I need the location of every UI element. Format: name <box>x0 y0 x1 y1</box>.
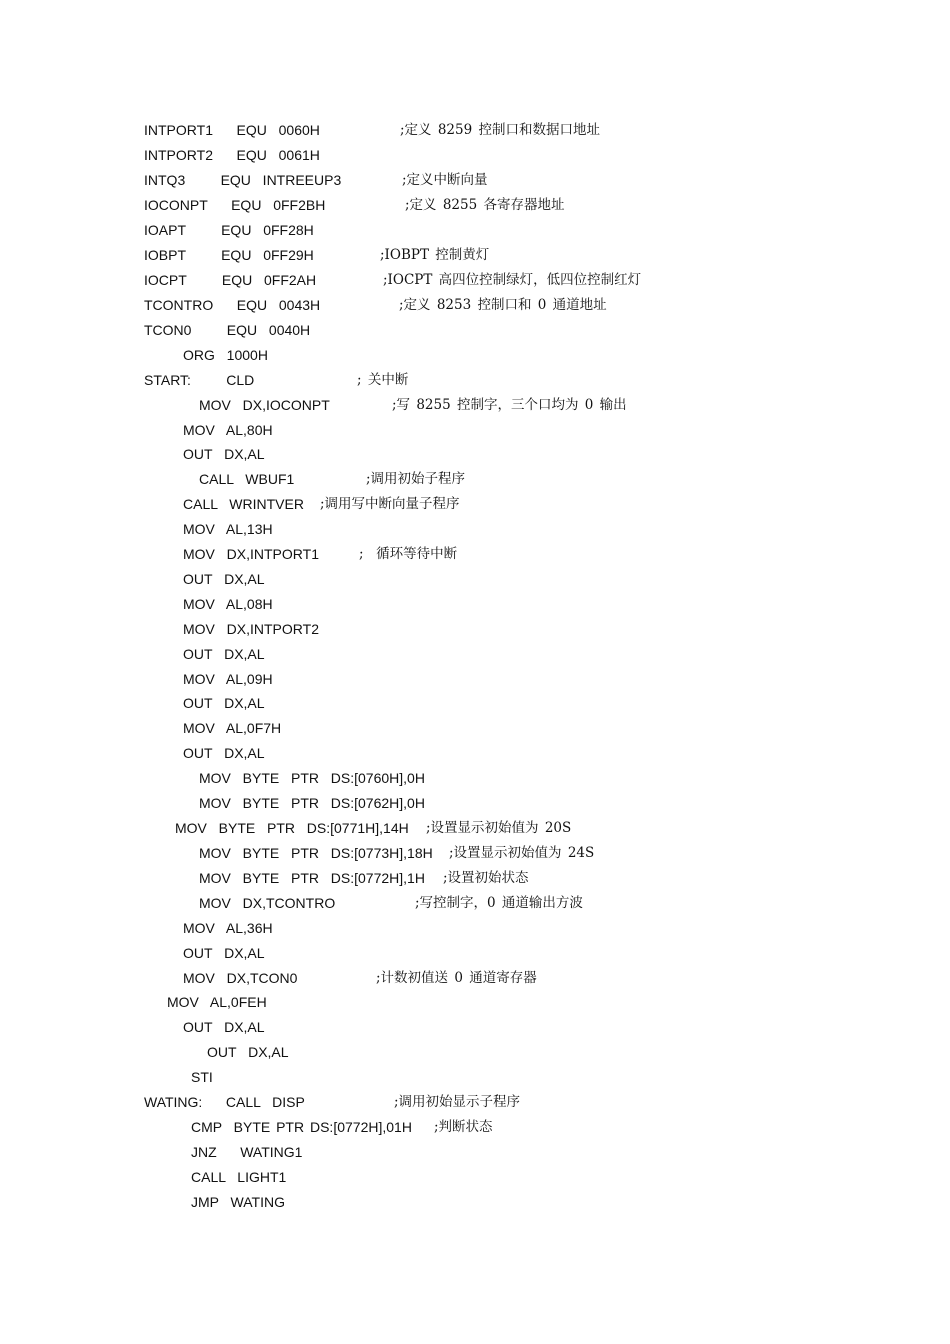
code-line <box>0 1142 950 1162</box>
code-line <box>0 644 950 664</box>
code-instruction: START: CLD <box>144 372 255 388</box>
code-line <box>0 1067 950 1087</box>
code-line <box>0 1167 950 1187</box>
code-line <box>0 270 950 290</box>
code-instruction: MOV DX,INTPORT1 <box>183 546 319 562</box>
code-instruction: MOV AL,80H <box>183 422 273 438</box>
code-instruction: MOV DX,IOCONPT <box>199 397 330 413</box>
code-instruction: MOV BYTE PTR DS:[0773H],18H <box>199 845 433 861</box>
code-line <box>0 519 950 539</box>
code-comment: ;设置初始状态 <box>443 870 529 886</box>
code-instruction: JMP WATING <box>191 1194 285 1210</box>
code-line <box>0 195 950 215</box>
code-instruction: MOV BYTE PTR DS:[0772H],1H <box>199 870 425 886</box>
code-comment: ;计数初值送 0 通道寄存器 <box>376 970 537 986</box>
code-comment: ;IOCPT 高四位控制绿灯，低四位控制红灯 <box>383 272 642 288</box>
code-line <box>0 120 950 140</box>
code-line <box>0 345 950 365</box>
code-line <box>0 320 950 340</box>
code-instruction: IOCPT EQU 0FF2AH <box>144 272 317 288</box>
code-instruction: OUT DX,AL <box>183 945 265 961</box>
code-line <box>0 843 950 863</box>
code-line <box>0 718 950 738</box>
code-instruction: OUT DX,AL <box>207 1044 289 1060</box>
code-line <box>0 395 950 415</box>
code-instruction: OUT DX,AL <box>183 571 265 587</box>
code-comment: ;IOBPT 控制黄灯 <box>380 247 490 263</box>
code-comment: ;写 8255 控制字，三个口均为 0 输出 <box>392 397 627 413</box>
code-instruction: INTPORT2 EQU 0061H <box>144 147 320 163</box>
code-instruction: TCONTRO EQU 0043H <box>144 297 321 313</box>
code-instruction: OUT DX,AL <box>183 745 265 761</box>
code-line <box>0 245 950 265</box>
code-line <box>0 893 950 913</box>
code-instruction: MOV AL,09H <box>183 671 273 687</box>
code-line <box>0 693 950 713</box>
code-line <box>0 619 950 639</box>
code-line <box>0 968 950 988</box>
code-line <box>0 295 950 315</box>
code-instruction: CALL WRINTVER <box>183 496 304 512</box>
code-instruction: MOV BYTE PTR DS:[0760H],0H <box>199 770 425 786</box>
code-comment: ; 循环等待中断 <box>359 546 458 562</box>
code-line <box>0 594 950 614</box>
code-line <box>0 868 950 888</box>
code-comment: ;调用初始显示子程序 <box>394 1094 521 1110</box>
code-instruction: TCON0 EQU 0040H <box>144 322 311 338</box>
code-line <box>0 1117 950 1137</box>
code-instruction: STI <box>191 1069 213 1085</box>
code-instruction: IOAPT EQU 0FF28H <box>144 222 314 238</box>
code-instruction: CMP BYTE PTR DS:[0772H],01H <box>191 1119 412 1135</box>
code-instruction: CALL LIGHT1 <box>191 1169 287 1185</box>
code-instruction: OUT DX,AL <box>183 1019 265 1035</box>
code-comment: ;定义 8255 各寄存器地址 <box>405 197 565 213</box>
code-instruction: OUT DX,AL <box>183 446 265 462</box>
code-line <box>0 768 950 788</box>
code-comment: ;定义 8259 控制口和数据口地址 <box>400 122 600 138</box>
code-instruction: MOV AL,0FEH <box>167 994 267 1010</box>
code-instruction: IOCONPT EQU 0FF2BH <box>144 197 326 213</box>
code-comment: ;设置显示初始值为 20S <box>426 820 572 836</box>
code-instruction: MOV AL,08H <box>183 596 273 612</box>
code-line <box>0 743 950 763</box>
code-line <box>0 943 950 963</box>
code-line <box>0 145 950 165</box>
code-comment: ;设置显示初始值为 24S <box>449 845 595 861</box>
code-comment: ;判断状态 <box>434 1119 493 1135</box>
code-instruction: MOV AL,13H <box>183 521 273 537</box>
code-line <box>0 469 950 489</box>
code-instruction: MOV BYTE PTR DS:[0771H],14H <box>175 820 409 836</box>
code-instruction: MOV BYTE PTR DS:[0762H],0H <box>199 795 425 811</box>
code-instruction: ORG 1000H <box>183 347 268 363</box>
code-comment: ;定义中断向量 <box>402 172 488 188</box>
code-instruction: MOV AL,0F7H <box>183 720 282 736</box>
code-line <box>0 1192 950 1212</box>
code-line <box>0 220 950 240</box>
code-instruction: CALL WBUF1 <box>199 471 295 487</box>
code-instruction: IOBPT EQU 0FF29H <box>144 247 314 263</box>
code-comment: ;定义 8253 控制口和 0 通道地址 <box>399 297 607 313</box>
code-line <box>0 494 950 514</box>
code-line <box>0 170 950 190</box>
code-line <box>0 420 950 440</box>
code-instruction: WATING: CALL DISP <box>144 1094 305 1110</box>
code-line <box>0 1017 950 1037</box>
code-line <box>0 992 950 1012</box>
code-line <box>0 669 950 689</box>
code-line <box>0 793 950 813</box>
code-line <box>0 1042 950 1062</box>
code-line <box>0 1092 950 1112</box>
code-instruction: JNZ WATING1 <box>191 1144 303 1160</box>
code-line <box>0 544 950 564</box>
code-instruction: INTQ3 EQU INTREEUP3 <box>144 172 342 188</box>
code-instruction: MOV DX,TCONTRO <box>199 895 336 911</box>
code-line <box>0 444 950 464</box>
code-instruction: MOV DX,TCON0 <box>183 970 298 986</box>
code-comment: ;调用初始子程序 <box>366 471 466 487</box>
code-instruction: OUT DX,AL <box>183 695 265 711</box>
code-line <box>0 818 950 838</box>
code-comment: ; 关中断 <box>357 372 409 388</box>
code-comment: ;调用写中断向量子程序 <box>320 496 460 512</box>
code-comment: ;写控制字，0 通道输出方波 <box>415 895 583 911</box>
code-line <box>0 569 950 589</box>
code-instruction: INTPORT1 EQU 0060H <box>144 122 320 138</box>
code-line <box>0 370 950 390</box>
code-instruction: MOV DX,INTPORT2 <box>183 621 319 637</box>
code-line <box>0 918 950 938</box>
code-instruction: MOV AL,36H <box>183 920 273 936</box>
code-instruction: OUT DX,AL <box>183 646 265 662</box>
